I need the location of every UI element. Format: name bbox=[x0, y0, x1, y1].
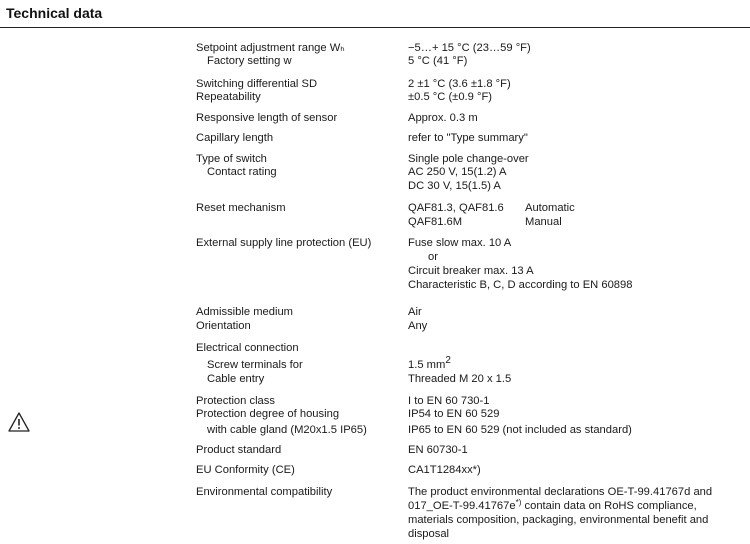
label-product-standard: Product standard bbox=[196, 444, 282, 456]
value-screw-terminals-exponent: 2 bbox=[445, 355, 451, 366]
env-footnote-mark: *) bbox=[515, 498, 522, 507]
value-fuse: Fuse slow max. 10 A bbox=[408, 237, 512, 249]
value-screw-terminals-text: 1.5 mm bbox=[408, 359, 446, 371]
value-type-of-switch: Single pole change-over bbox=[408, 153, 529, 165]
value-responsive-length: Approx. 0.3 m bbox=[408, 112, 478, 124]
value-reset-model-1: QAF81.3, QAF81.6 bbox=[408, 202, 504, 214]
value-contact-rating-ac: AC 250 V, 15(1.2) A bbox=[408, 166, 507, 178]
label-reset-mechanism: Reset mechanism bbox=[196, 202, 286, 214]
label-switching-differential: Switching differential SD bbox=[196, 78, 318, 90]
value-environmental-line-2 bbox=[408, 500, 697, 513]
label-environmental: Environmental compatibility bbox=[196, 486, 333, 498]
label-screw-terminals: Screw terminals for bbox=[207, 359, 303, 371]
label-contact-rating: Contact rating bbox=[207, 166, 277, 178]
warning-triangle-icon bbox=[8, 411, 30, 433]
value-circuit-breaker: Circuit breaker max. 13 A bbox=[408, 265, 534, 277]
label-factory-setting: Factory setting w bbox=[207, 55, 292, 67]
title-divider bbox=[0, 27, 750, 28]
label-external-protection: External supply line protection (EU) bbox=[196, 237, 372, 249]
label-electrical-connection: Electrical connection bbox=[196, 342, 299, 354]
label-setpoint: Setpoint adjustment range Wₕ bbox=[196, 42, 345, 54]
value-eu-conformity: CA1T1284xx*) bbox=[408, 464, 481, 476]
value-environmental-line-4: disposal bbox=[408, 528, 450, 540]
value-reset-mode-1: Automatic bbox=[525, 202, 575, 214]
value-product-standard: EN 60730-1 bbox=[408, 444, 468, 456]
value-orientation: Any bbox=[408, 320, 428, 332]
value-admissible-medium: Air bbox=[408, 306, 422, 318]
value-environmental-line-1: The product environmental declarations OE-T-99.41767d and bbox=[408, 486, 713, 498]
value-protection-degree: IP54 to EN 60 529 bbox=[408, 408, 500, 420]
label-cable-gland: with cable gland (M20x1.5 IP65) bbox=[207, 424, 367, 436]
label-protection-class: Protection class bbox=[196, 395, 275, 407]
label-protection-degree: Protection degree of housing bbox=[196, 408, 340, 420]
value-or: or bbox=[428, 251, 438, 263]
label-admissible-medium: Admissible medium bbox=[196, 306, 293, 318]
label-eu-conformity: EU Conformity (CE) bbox=[196, 464, 295, 476]
env-doc-ref: 017_OE-T-99.41767e bbox=[408, 500, 516, 512]
value-capillary-length: refer to "Type summary" bbox=[408, 132, 528, 144]
value-reset-model-2: QAF81.6M bbox=[408, 216, 463, 228]
value-cable-gland: IP65 to EN 60 529 (not included as standard) bbox=[408, 424, 632, 436]
value-setpoint: −5…+ 15 °C (23…59 °F) bbox=[408, 42, 531, 54]
value-cable-entry: Threaded M 20 x 1.5 bbox=[408, 373, 512, 385]
label-capillary-length: Capillary length bbox=[196, 132, 274, 144]
value-factory-setting: 5 °C (41 °F) bbox=[408, 55, 468, 67]
env-line-2-rest: contain data on RoHS compliance, bbox=[521, 500, 697, 512]
section-title: Technical data bbox=[6, 5, 103, 21]
value-reset-mode-2: Manual bbox=[525, 216, 562, 228]
label-repeatability: Repeatability bbox=[196, 91, 261, 103]
label-type-of-switch: Type of switch bbox=[196, 153, 267, 165]
value-environmental-line-3: materials composition, packaging, environmental benefit and bbox=[408, 514, 709, 526]
label-orientation: Orientation bbox=[196, 320, 251, 332]
value-protection-class: I to EN 60 730-1 bbox=[408, 395, 490, 407]
label-cable-entry: Cable entry bbox=[207, 373, 265, 385]
value-repeatability: ±0.5 °C (±0.9 °F) bbox=[408, 91, 493, 103]
value-characteristic: Characteristic B, C, D according to EN 60898 bbox=[408, 279, 633, 291]
label-responsive-length: Responsive length of sensor bbox=[196, 112, 338, 124]
value-switching-differential: 2 ±1 °C (3.6 ±1.8 °F) bbox=[408, 78, 511, 90]
value-screw-terminals bbox=[408, 355, 451, 372]
value-contact-rating-dc: DC 30 V, 15(1.5) A bbox=[408, 180, 501, 192]
